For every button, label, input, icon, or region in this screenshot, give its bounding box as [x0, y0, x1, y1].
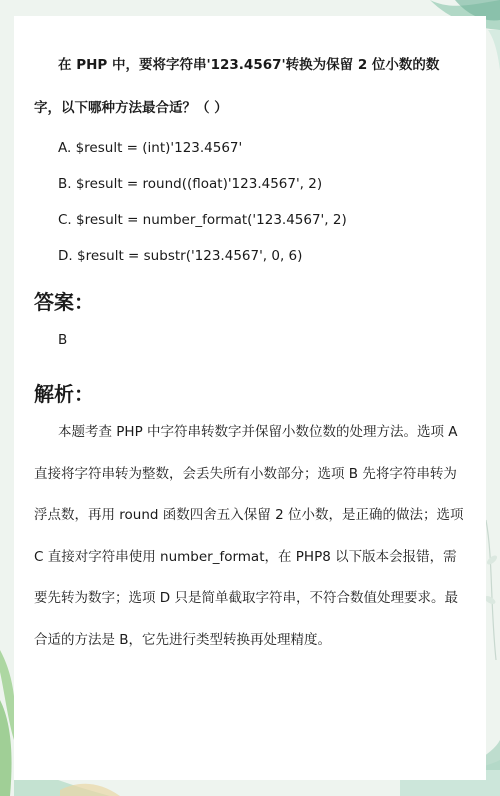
- option-c: C. $result = number_format('123.4567', 2): [58, 212, 347, 228]
- card-content: [34, 44, 466, 661]
- analysis-text: 本题考查 PHP 中字符串转数字并保留小数位数的处理方法。选项 A 直接将字符串转为整数，会丢失所有小数部分；选项 B 先将字符串转为浮点数，再用 round 函数四舍五入保留 2 位小数，是正确的做法；选项 C 直接对字符串使用 number_format，在 PHP8 以下版本会报错，需要先转为数字；选项 D 只是简单截取字符串，不符合数值处理要求。最合适的方法是 B，它先进行类型转换再处理精度。: [34, 424, 464, 648]
- analysis-heading: 解析：: [34, 382, 94, 406]
- question-card: [14, 16, 486, 780]
- option-d: D. $result = substr('123.4567', 0, 6): [58, 248, 303, 264]
- options-list: [34, 130, 466, 274]
- option-a: A. $result = (int)'123.4567': [58, 140, 243, 156]
- answer-value: B: [58, 332, 68, 348]
- answer-heading: 答案：: [34, 290, 94, 314]
- question-text: 在 PHP 中，要将字符串'123.4567'转换为保留 2 位小数的数字，以下哪种方法最合适？（ ）: [34, 57, 440, 116]
- option-b: B. $result = round((float)'123.4567', 2): [58, 176, 323, 192]
